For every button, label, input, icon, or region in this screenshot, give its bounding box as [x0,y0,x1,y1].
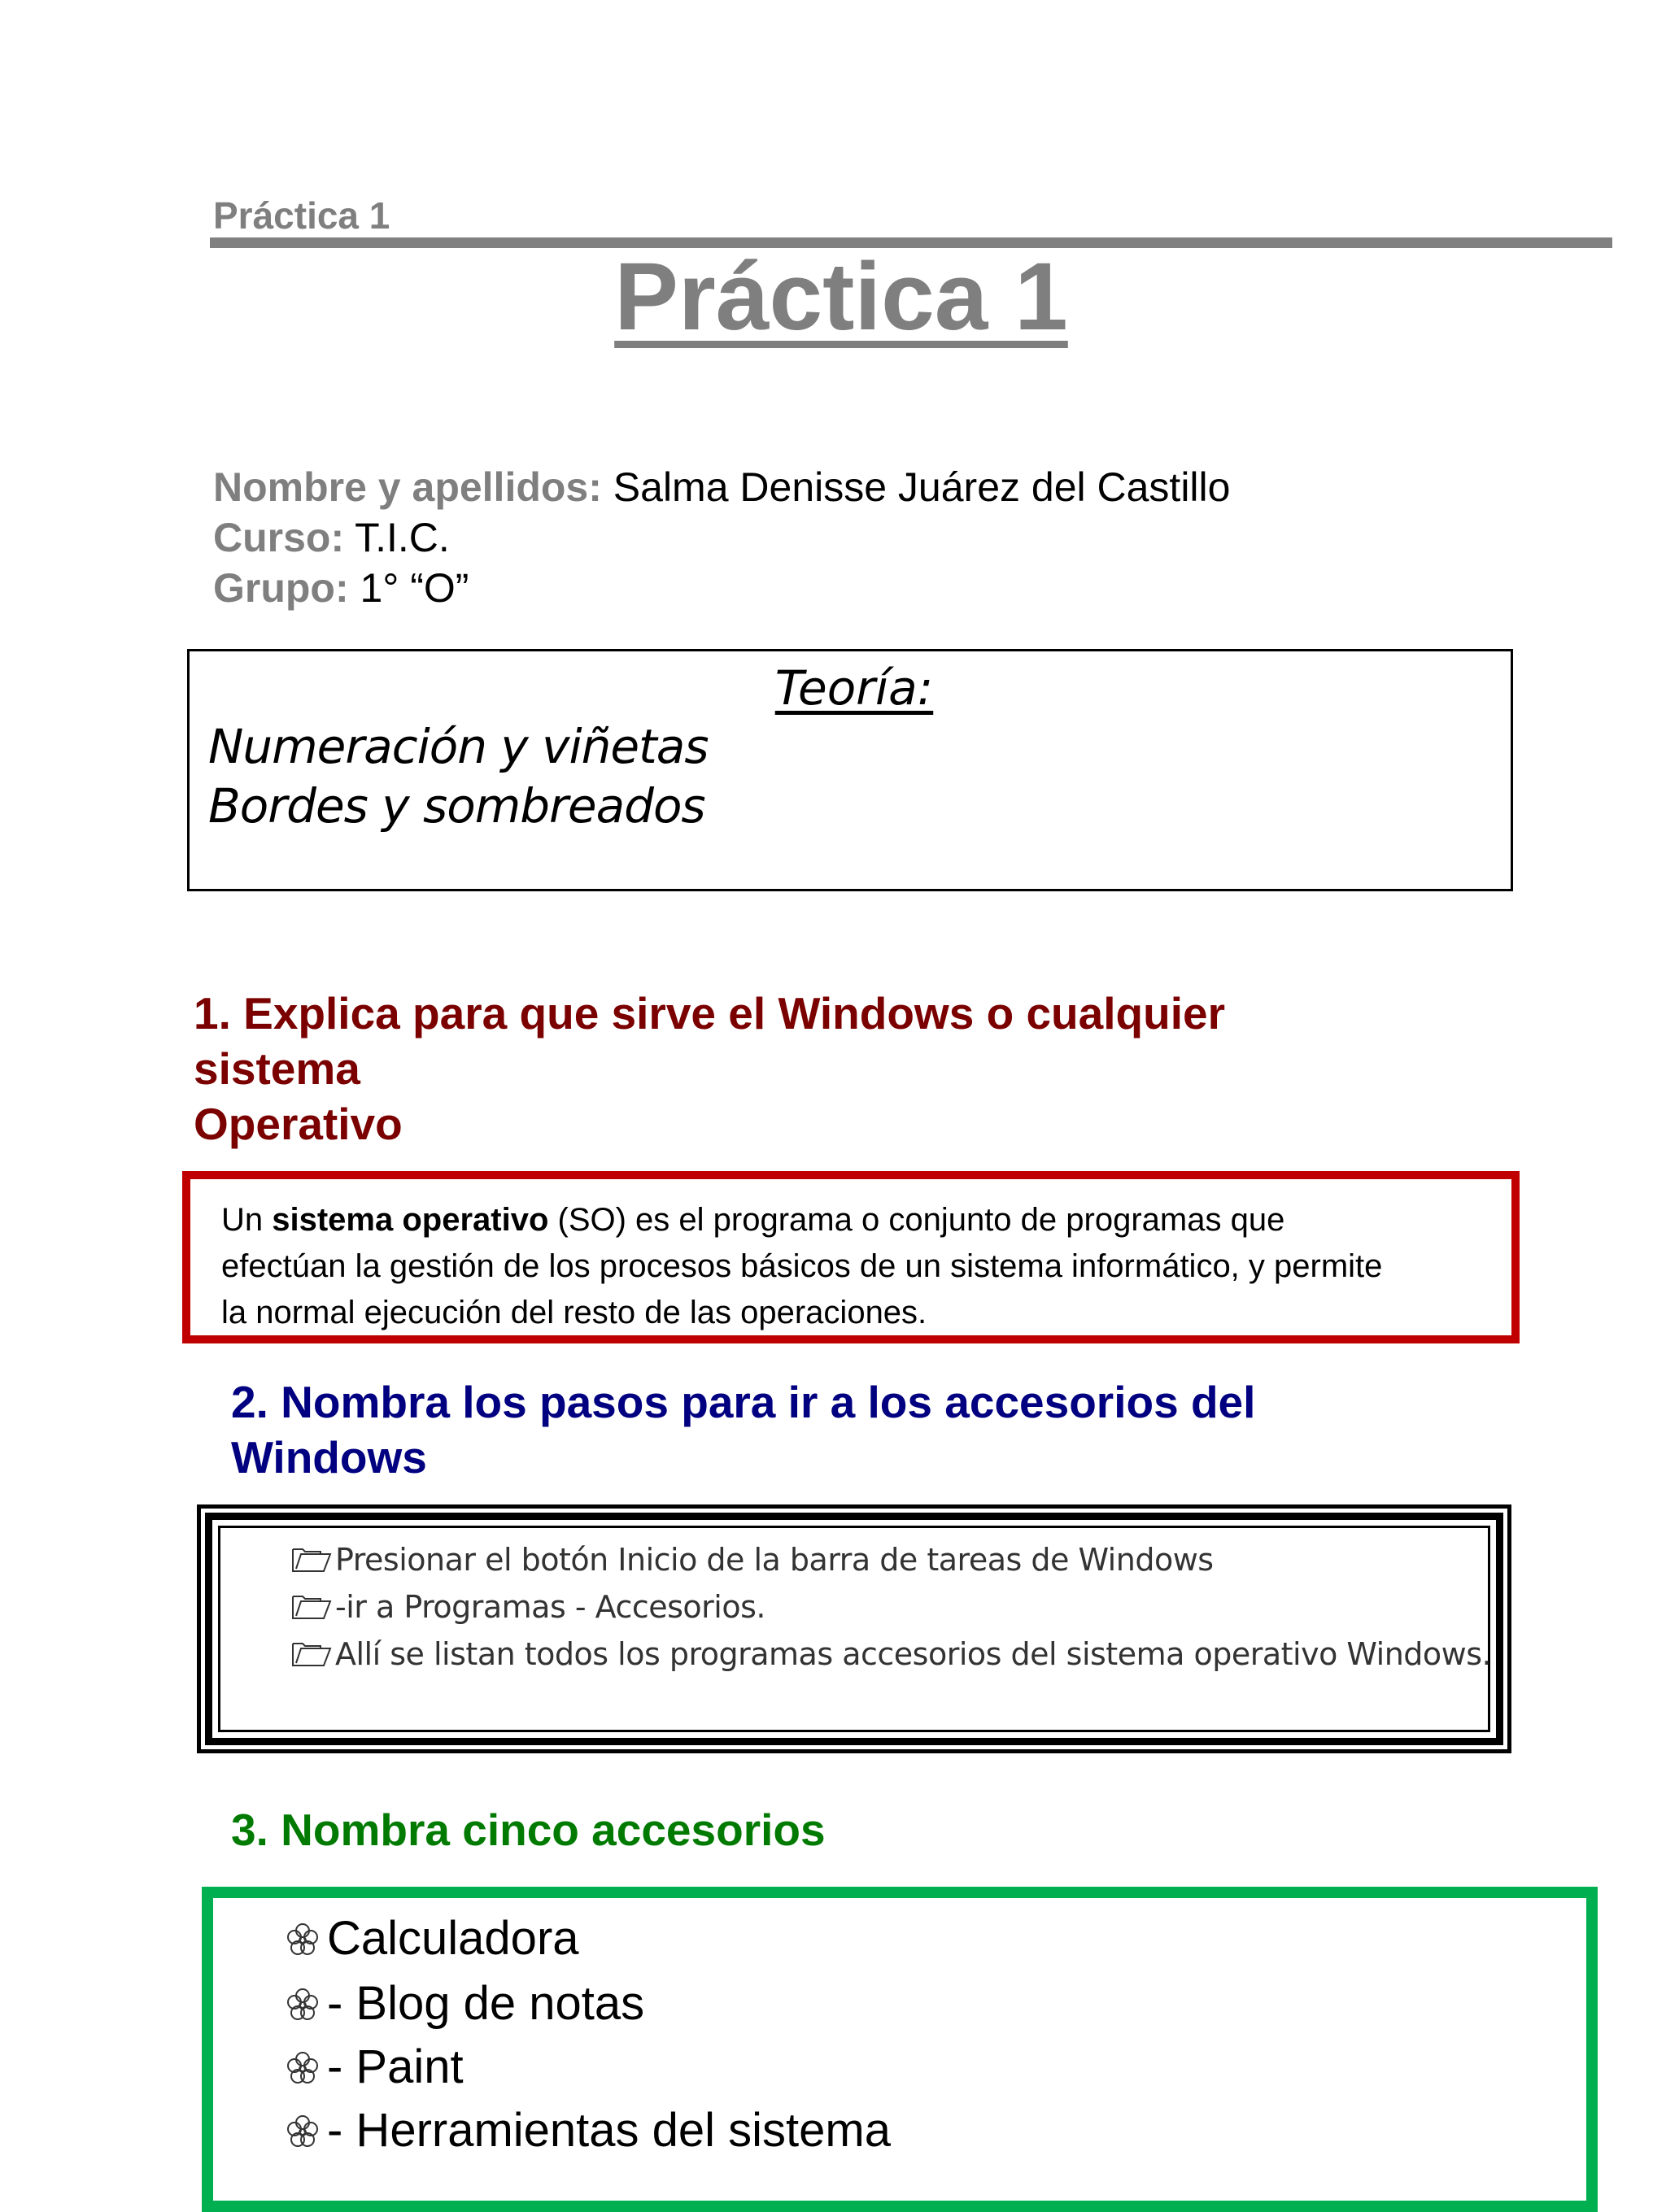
group-row [213,563,469,613]
list-item-text: - Blog de notas [327,1977,645,2030]
group-label: Grupo: [213,565,349,611]
list-item [291,1636,1491,1672]
heading-line: Windows [231,1432,427,1483]
question-2-heading [231,1374,1614,1485]
answer-line: la normal ejecución del resto de las operaciones. [221,1295,927,1330]
heading-line: 1. Explica para que sirve el Windows o cualquier [194,988,1225,1039]
list-item [285,1911,579,1966]
name-value: Salma Denisse Juárez del Castillo [601,464,1231,510]
page-title-text: Práctica 1 [614,243,1068,351]
flower-icon [285,2114,321,2149]
list-item-text: Presionar el botón Inicio de la barra de tareas de Windows [335,1542,1214,1578]
list-item-text: - Paint [327,2040,464,2093]
list-item-text: Allí se listan todos los programas accesorios del sistema operativo Windows. [335,1636,1492,1672]
course-label: Curso: [213,515,345,560]
heading-line: Operativo [194,1099,403,1149]
flower-icon [285,1922,321,1957]
page-title [0,242,1666,353]
name-label: Nombre y apellidos: [213,464,602,510]
list-item [285,2040,464,2094]
header-label: Práctica 1 [213,194,390,237]
list-item-text: -ir a Programas - Accesorios. [335,1589,765,1625]
list-item-text: - Herramientas del sistema [327,2104,891,2157]
answer-rest: (SO) es el programa o conjunto de programas que [548,1202,1285,1238]
folder-icon [291,1639,332,1668]
course-value: T.I.C. [344,515,450,560]
question-1-answer-box [182,1171,1520,1343]
flower-icon [285,1987,321,2023]
heading-line: 2. Nombra los pasos para ir a los accesorios del [231,1377,1256,1427]
heading-line: sistema [194,1043,360,1094]
course-row [213,512,450,563]
folder-icon [291,1544,332,1574]
flower-icon [285,2050,321,2086]
group-value: 1° “O” [348,565,469,611]
answer-line: efectúan la gestión de los procesos básicos de un sistema informático, y permite [221,1248,1383,1284]
answer-line [221,1197,1511,1243]
list-item [291,1589,765,1625]
list-item [285,1976,644,2031]
theory-line: Bordes y sombreados [208,778,705,834]
theory-line: Numeración y viñetas [208,719,709,774]
folder-icon [291,1592,332,1621]
answer-start: Un [221,1202,273,1238]
theory-title: Teoría: [774,660,934,716]
answer-bold-term: sistema operativo [272,1202,549,1238]
question-1-heading [194,986,1577,1152]
list-item-text: Calculadora [327,1912,579,1965]
name-row [213,462,1230,512]
list-item [285,2103,891,2158]
question-3-heading: 3. Nombra cinco accesorios [231,1805,826,1855]
list-item [291,1542,1214,1578]
